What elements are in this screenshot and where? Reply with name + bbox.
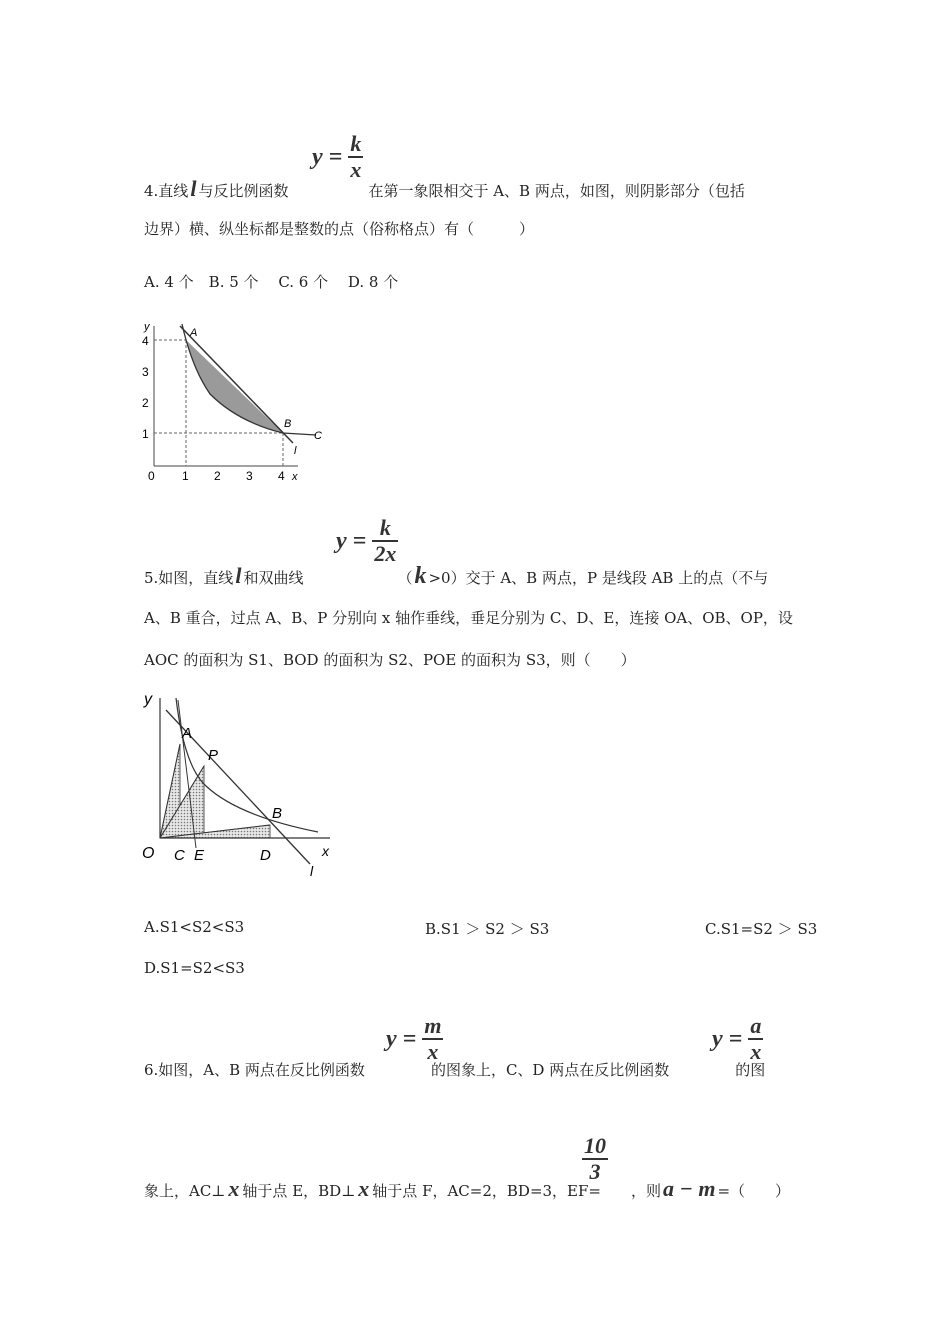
q4-fig-point-c: C [314, 430, 322, 442]
q5-fig-origin: O [142, 845, 155, 862]
q4-fig-point-a: A [190, 327, 198, 339]
q6-formula2-lhs: y = [712, 1025, 743, 1052]
q5-line1-text-d: >0）交于 A、B 两点，P 是线段 AB 上的点（不与 [428, 569, 769, 587]
q5-option-d: D.S1=S2<S3 [144, 959, 245, 977]
q6-x-var-1: x [228, 1176, 240, 1201]
q6-formula1-num: m [424, 1013, 442, 1038]
q6-formula2-den: x [750, 1039, 762, 1064]
q6-line1-text-b: 的图象上，C、D 两点在反比例函数 [430, 1061, 670, 1079]
q5-fig-x: x [322, 843, 329, 859]
q4-fig-point-b: B [284, 418, 292, 430]
q5-line1-text-c: （ [397, 569, 413, 587]
q5-fig-point-p: P [208, 747, 219, 764]
q4-line1-text-b: 与反比例函数 [198, 182, 289, 200]
q6-ef-num: 10 [584, 1133, 606, 1158]
q6-line1-text-c: 的图 [735, 1061, 766, 1079]
q6-line2-text-d: ，则 [630, 1182, 661, 1200]
q5-fig-point-d: D [260, 847, 271, 864]
q4-figure [138, 318, 338, 488]
q5-fig-point-c: C [174, 847, 185, 864]
q4-fig-xtick-1: 1 [182, 469, 189, 483]
q6-line2-text-b: 轴于点 E，BD⊥ [242, 1182, 356, 1200]
q4-fig-xtick-3: 3 [246, 469, 253, 483]
q4-line1 [144, 176, 745, 202]
q5-line1-text-b: 和双曲线 [243, 569, 304, 587]
q4-fig-xtick-2: 2 [214, 469, 221, 483]
q5-fig-point-e: E [194, 847, 205, 864]
q6-line2-text-a: 象上，AC⊥ [144, 1182, 226, 1200]
q5-line3: AOC 的面积为 S1、BOD 的面积为 S2、POE 的面积为 S3，则（ ） [144, 651, 636, 669]
q5-formula-num: k [379, 515, 391, 540]
q5-formula [336, 516, 398, 566]
q6-expr: a − m [663, 1176, 716, 1201]
q5-line-var: l [235, 563, 242, 588]
q5-fig-y: y [144, 691, 152, 708]
q6-x-var-2: x [358, 1176, 370, 1201]
q5-line2: A、B 重合，过点 A、B、P 分别向 x 轴作垂线，垂足分别为 C、D、E，连接 OA、OB、OP，设 [144, 609, 793, 627]
q4-line1-text-a: 4.直线 [144, 182, 189, 200]
q5-option-c: C.S1=S2 ＞ S3 [705, 920, 818, 938]
q4-formula [312, 132, 363, 182]
q5-line1-text-a: 5.如图，直线 [144, 569, 234, 587]
q6-line1-text-a: 6.如图，A、B 两点在反比例函数 [144, 1061, 365, 1079]
q4-formula-lhs: y = [312, 143, 343, 170]
q4-fig-origin: 0 [148, 469, 155, 483]
q5-figure [138, 686, 348, 881]
q6-formula-1 [386, 1014, 443, 1064]
q4-fig-ytick-2: 2 [142, 396, 149, 410]
q4-fig-x: x [292, 471, 298, 483]
q5-formula-den: 2x [374, 541, 397, 566]
q4-fig-xtick-4: 4 [278, 469, 285, 483]
q6-line2 [144, 1176, 790, 1202]
q4-shaded-region [186, 340, 283, 433]
q6-line2-text-e: =（ ） [717, 1182, 791, 1200]
q5-k-var: k [414, 563, 427, 589]
q4-line1-text-c: 在第一象限相交于 A、B 两点，如图，则阴影部分（包括 [368, 182, 745, 200]
q6-line2-text-c: 轴于点 F，AC=2，BD=3，EF= [372, 1182, 601, 1200]
q6-formula2-num: a [750, 1013, 762, 1038]
q5-fig-line-l: l [310, 863, 314, 879]
q4-options: A. 4 个 B. 5 个 C. 6 个 D. 8 个 [144, 273, 399, 291]
q6-formula-2 [712, 1014, 763, 1064]
q5-fig-point-b: B [272, 805, 283, 822]
q4-line-var: l [190, 176, 197, 201]
q4-fig-ytick-4: 4 [142, 334, 149, 348]
q6-line1 [144, 1059, 765, 1080]
q4-fig-ytick-3: 3 [142, 365, 149, 379]
q5-line1 [144, 563, 768, 590]
q4-fig-y: y [144, 321, 150, 333]
q6-formula1-lhs: y = [386, 1025, 417, 1052]
q4-formula-den: x [350, 157, 362, 182]
q4-line-l [180, 326, 293, 443]
q6-ef-den: 3 [589, 1159, 601, 1184]
q4-formula-num: k [350, 131, 362, 156]
q5-option-a: A.S1<S2<S3 [144, 918, 245, 936]
q4-fig-line-l: l [294, 445, 297, 457]
q4-line2: 边界）横、纵坐标都是整数的点（俗称格点）有（ ） [144, 220, 535, 238]
q5-option-b: B.S1 ＞ S2 ＞ S3 [425, 920, 550, 938]
q5-fig-point-a: A [182, 725, 193, 742]
q6-formula1-den: x [427, 1039, 439, 1064]
q5-formula-lhs: y = [336, 527, 367, 554]
q4-fig-ytick-1: 1 [142, 427, 149, 441]
